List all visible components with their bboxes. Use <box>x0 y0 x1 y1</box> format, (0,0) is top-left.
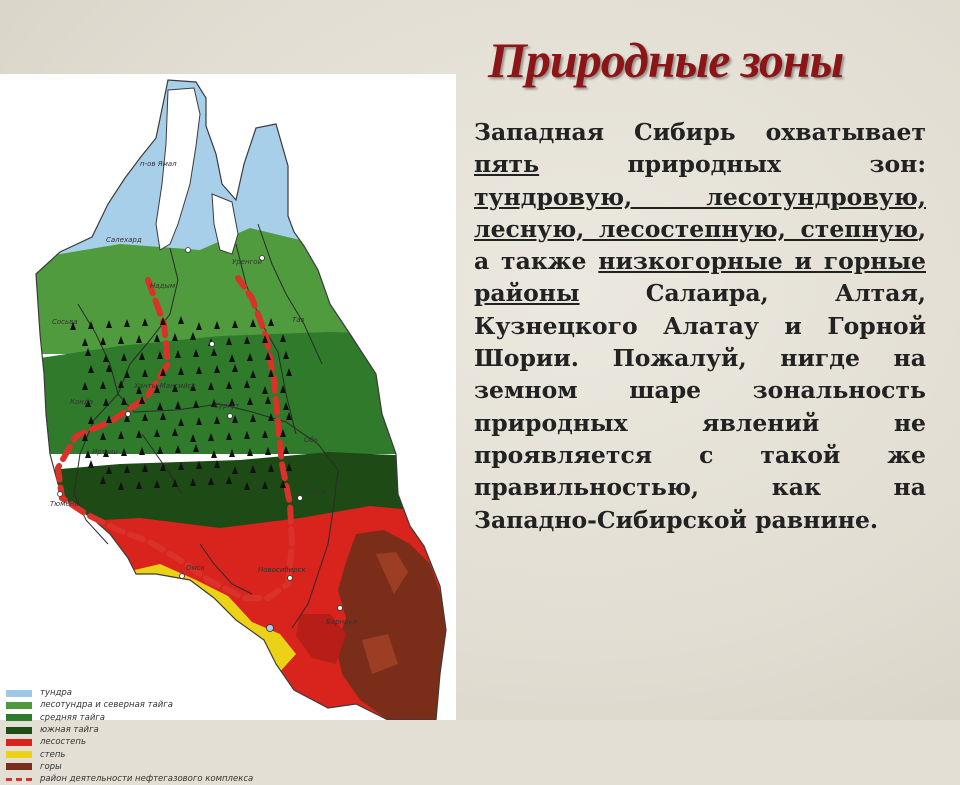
city-marker-khanty <box>126 412 131 417</box>
city-marker-novosibirsk <box>288 576 293 581</box>
legend-item <box>6 736 306 748</box>
city-marker-omsk <box>180 574 185 579</box>
legend-item <box>6 712 306 724</box>
body-paragraph <box>474 116 926 536</box>
legend-swatch <box>6 714 32 721</box>
label-surgut: Сургут <box>214 402 240 410</box>
lake-marker <box>267 625 274 632</box>
legend-swatch <box>6 778 32 781</box>
label-omsk: Омск <box>186 564 205 572</box>
legend-swatch <box>6 763 32 770</box>
label-barnaul: Барнаул <box>326 618 358 626</box>
legend-item <box>6 699 306 711</box>
legend-label: средняя тайга <box>40 712 106 723</box>
city-marker-nadym <box>210 342 215 347</box>
legend-item <box>6 748 306 760</box>
label-ob: Обь <box>304 436 318 444</box>
tree-symbol <box>88 460 94 468</box>
map-legend <box>6 687 306 785</box>
legend-swatch <box>6 751 32 758</box>
legend-label: район деятельности нефтегазового комплекса <box>40 774 254 785</box>
label-tomsk: Томск <box>304 488 326 496</box>
city-marker-barnaul <box>338 606 343 611</box>
legend-item <box>6 687 306 699</box>
legend-swatch <box>6 739 32 746</box>
text-segment: природных зон: <box>539 150 926 179</box>
legend-swatch <box>6 727 32 734</box>
legend-swatch <box>6 702 32 709</box>
legend-item <box>6 773 306 785</box>
legend-label: лесотундра и северная тайга <box>40 700 173 711</box>
label-sosva: Сосьва <box>52 318 78 326</box>
slide-title: Природные зоны <box>488 32 844 88</box>
label-salekhard: Салехард <box>106 236 142 244</box>
text-segment: Салаира, Алтая, Кузнецкого Алатау и Горной Шории. Пожалуй, нигде на земном шаре зональность природных явлений не проявляется с такой же правильностью, как на Западно-Сибирской равнине. <box>474 279 926 534</box>
text-segment: , а также <box>474 214 926 276</box>
label-yamal: п-ов Ямал <box>140 160 177 168</box>
label-novosibirsk: Новосибирск <box>258 566 306 574</box>
map-graphic <box>0 74 456 720</box>
underlined-text-segment: низкогорные и горные районы <box>474 247 926 308</box>
legend-label: тундра <box>40 688 73 699</box>
label-taz: Таз <box>292 316 305 324</box>
label-tyumen: Тюмень <box>50 500 79 508</box>
label-irtysh: Иртыш <box>92 448 118 456</box>
legend-label: лесостепь <box>40 737 86 748</box>
underlined-text-segment: тундровую, лесотундровую, лесную, лесостепную, степную <box>474 182 926 243</box>
legend-item <box>6 724 306 736</box>
legend-swatch <box>6 690 32 697</box>
legend-item <box>6 761 306 773</box>
city-marker-tyumen <box>58 492 63 497</box>
label-nadym: Надым <box>150 282 176 290</box>
legend-label: степь <box>40 749 66 760</box>
label-khanty: Ханты-Мансийск <box>134 382 196 390</box>
underlined-text-segment: пять <box>474 150 540 179</box>
label-urengoy: Уренгой <box>232 258 263 266</box>
vegetation-zone-map <box>0 74 456 785</box>
text-segment: Западная Сибирь охватывает <box>474 118 926 146</box>
legend-label: горы <box>40 761 62 772</box>
city-marker-salekhard <box>186 248 191 253</box>
label-konda: Конда <box>70 398 93 406</box>
city-marker-tomsk <box>298 496 303 501</box>
legend-label: южная тайга <box>40 725 99 736</box>
city-marker-surgut <box>228 414 233 419</box>
